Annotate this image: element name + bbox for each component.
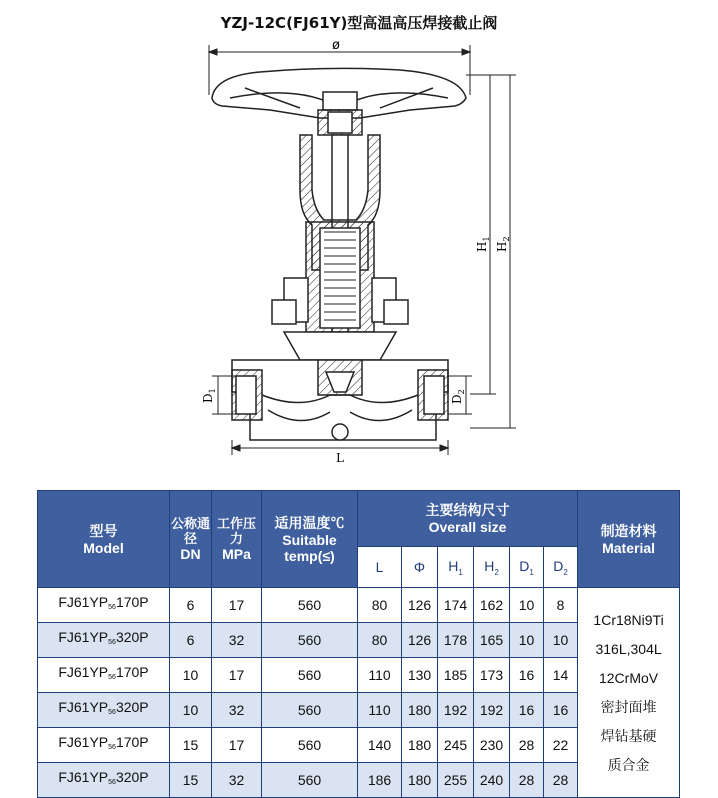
cell-h1: 185 [438,658,474,693]
cell-d1: 16 [510,658,544,693]
cell-temp: 560 [262,763,358,798]
header-dim-h1: $H_1$ [438,547,474,588]
header-dn: 公称通径 DN [170,491,212,588]
cell-l: 140 [358,728,402,763]
cell-model: $FJ61YP_{56}320P$ [38,693,170,728]
cell-temp: 560 [262,588,358,623]
document-title: YZJ-12C(FJ61Y)型高温高压焊接截止阀 [220,14,498,32]
spec-table [37,490,680,798]
cell-model: $FJ61YP_{56}170P$ [38,728,170,763]
cell-h1: 192 [438,693,474,728]
header-overall-size: 主要结构尺寸 Overall size [358,491,578,547]
cell-model: $FJ61YP_{56}170P$ [38,658,170,693]
cell-l: 110 [358,693,402,728]
cell-phi: 126 [402,588,438,623]
cell-mpa: 17 [212,728,262,763]
cell-dn: 15 [170,728,212,763]
cell-d2: 22 [544,728,578,763]
cell-d1: 16 [510,693,544,728]
cell-mpa: 17 [212,658,262,693]
cell-h2: 240 [474,763,510,798]
cell-dn: 15 [170,763,212,798]
cell-model: $FJ61YP_{56}320P$ [38,763,170,798]
cell-d2: 10 [544,623,578,658]
cell-material: 1Cr18Ni9Ti 316L,304L 12CrMoV 密封面堆 焊钻基硬 质合金 [578,588,680,798]
cell-h1: 245 [438,728,474,763]
valve-drawing [0,30,718,480]
cell-phi: 130 [402,658,438,693]
cell-l: 186 [358,763,402,798]
cell-mpa: 32 [212,693,262,728]
cell-temp: 560 [262,623,358,658]
cell-phi: 180 [402,728,438,763]
cell-d1: 10 [510,588,544,623]
header-dim-l: L [358,547,402,588]
cell-h1: 174 [438,588,474,623]
cell-dn: 10 [170,693,212,728]
cell-d1: 28 [510,728,544,763]
cell-phi: 126 [402,623,438,658]
header-dim-phi: Φ [402,547,438,588]
header-mpa: 工作压力 MPa [212,491,262,588]
header-material: 制造材料 Material [578,491,680,588]
cell-mpa: 32 [212,623,262,658]
cell-temp: 560 [262,728,358,763]
cell-temp: 560 [262,693,358,728]
cell-h2: 192 [474,693,510,728]
cell-model: $FJ61YP_{56}320P$ [38,623,170,658]
cell-dn: 6 [170,588,212,623]
cell-h1: 255 [438,763,474,798]
cell-phi: 180 [402,763,438,798]
dim-diameter-label: ø [332,38,340,53]
cell-l: 80 [358,588,402,623]
cell-phi: 180 [402,693,438,728]
dim-h1-label: $H_1$ [475,236,491,252]
table-row [38,588,680,623]
cell-temp: 560 [262,658,358,693]
dim-l-label: L [336,451,344,465]
cell-d2: 16 [544,693,578,728]
header-temp: 适用温度℃ Suitable temp(≤) [262,491,358,588]
stem-nut [318,92,362,135]
header-dim-d1: $D_1$ [510,547,544,588]
cell-h2: 230 [474,728,510,763]
cell-d1: 28 [510,763,544,798]
dim-d1-label: $D_1$ [201,388,217,403]
valve-body [232,360,448,440]
cell-dn: 6 [170,623,212,658]
cell-h2: 173 [474,658,510,693]
cell-d1: 10 [510,623,544,658]
cell-dn: 10 [170,658,212,693]
cell-d2: 8 [544,588,578,623]
cell-d2: 28 [544,763,578,798]
cell-l: 110 [358,658,402,693]
valve-bonnet [272,222,408,360]
cell-mpa: 32 [212,763,262,798]
cell-d2: 14 [544,658,578,693]
dim-h2-label: $H_2$ [495,236,511,252]
cell-h2: 162 [474,588,510,623]
cell-l: 80 [358,623,402,658]
header-model: 型号 Model [38,491,170,588]
header-dim-d2: $D_2$ [544,547,578,588]
cell-model: $FJ61YP_{56}170P$ [38,588,170,623]
cell-mpa: 17 [212,588,262,623]
dim-d2-label: $D_2$ [450,389,466,404]
header-dim-h2: $H_2$ [474,547,510,588]
cell-h2: 165 [474,623,510,658]
cell-h1: 178 [438,623,474,658]
